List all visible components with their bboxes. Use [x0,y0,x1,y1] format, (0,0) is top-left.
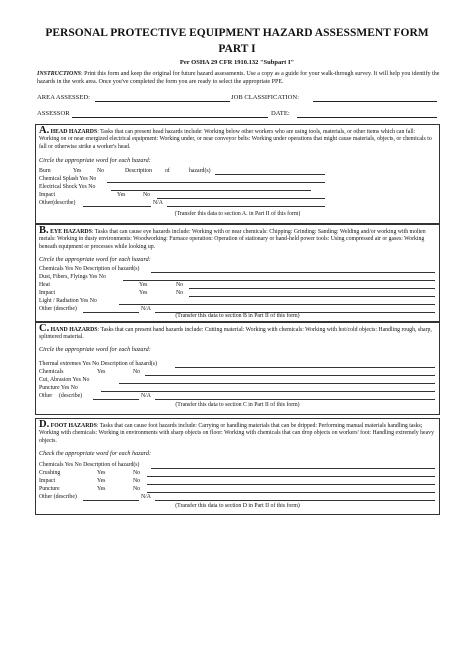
hazard-label: Other [39,393,53,399]
na-option[interactable]: N/A [141,494,151,500]
hazard-row-puncture [39,485,435,493]
assessor-label: ASSESSOR [37,110,70,117]
hazard-row-chemical-splash [39,175,435,183]
section-d-transfer-note: (Transfer this data to section D in Part II of this form) [175,503,300,509]
hazard-label: Puncture Yes No [39,385,78,391]
instructions-text: : Print this form and keep the original for future hazard assessments. Use a copy as a guide for your walk-through survey. It will help you identify the hazards in the work area. Once you've completed the form you are ready to select the appropriate PPE. [37,71,440,85]
hazard-row-impact [39,289,435,297]
no-option[interactable]: No [143,192,151,198]
hazard-row-thermal-extremes [39,360,435,368]
section-d-desc: : Tasks that can cause foot hazards include: Carrying or handling materials that can be dripped: Performing manual materials handling tasks; Working with chemicals: Working in environments with sharp objects on floor: Working with chemicals that can drop objects on workers' foot: Handling extremely heavy objects. [39,423,434,444]
hazard-label: Chemicals Yes No Description of hazard(s) [39,462,140,468]
form-part: PART I [218,43,256,55]
assessor-field[interactable] [72,117,268,118]
hazard-row-burn [39,167,435,175]
hazard-row-other [39,305,435,313]
yes-option[interactable]: Yes [73,168,82,174]
of-header: of [165,168,170,174]
other-describe-line[interactable] [93,399,139,400]
hazard-label: Electrical Shock Yes No [39,184,96,190]
section-a-transfer-note: (Transfer this data to section A. in Part II of this form) [174,211,301,217]
area-assessed-label: AREA ASSESSED: [37,94,90,101]
section-a-letter: A. [39,125,50,136]
hazard-row-dust [39,273,435,281]
section-d-check-instruction: Check the appropriate word for each hazard: [39,450,152,457]
hazard-label: Other (describe) [39,306,77,312]
hazard-label: Cut, Abrasion Yes No [39,377,90,383]
section-b-letter: B. [39,225,49,236]
area-assessed-field[interactable] [95,101,230,102]
description-header: Description [125,168,153,174]
na-option[interactable]: N/A [141,306,151,312]
description-line[interactable] [155,500,435,501]
hazard-label: Other (describe) [39,494,77,500]
hazard-label: Impact [39,478,56,484]
section-b-circle-instruction: Circle the appropriate word for each hazard: [39,256,151,263]
section-head-hazards [35,124,440,224]
description-line[interactable] [167,206,325,207]
hazard-label: Heat [39,282,50,288]
no-option[interactable]: No [133,470,141,476]
description-line[interactable] [155,399,435,400]
hazard-row-crushing [39,469,435,477]
section-a-desc: : Tasks that can present head hazards include: Working below other workers who are using tools, materials, or other items which can fall: Working on or near energized electrical equipment: Working under, or near conveyor belts: Working under operations that might cause materials, objects, or chemicals to fall or otherwise strike a worker's head. [39,129,432,150]
section-hand-hazards [35,322,440,415]
no-option[interactable]: No [133,369,141,375]
hazard-label: Chemicals [39,369,64,375]
no-option[interactable]: No [97,168,105,174]
hazards-header: hazard(s) [189,168,211,174]
hazard-label: Chemical Splash Yes No [39,176,97,182]
job-classification-label: JOB CLASSIFICATION: [231,94,299,101]
hazard-row-electrical-shock [39,183,435,191]
section-a-name: HEAD HAZARDS [50,129,98,135]
section-a-circle-instruction: Circle the appropriate word for each hazard: [39,157,151,164]
section-a-description [39,127,435,151]
yes-option[interactable]: Yes [139,282,148,288]
section-b-transfer-note: (Transfer this data to section B in Part II of this form) [175,313,300,319]
job-classification-field[interactable] [313,101,437,102]
describe-label: (describe) [59,393,83,399]
form-title: PERSONAL PROTECTIVE EQUIPMENT HAZARD ASSESSMENT FORM [45,27,429,39]
hazard-row-light-radiation [39,297,435,305]
na-option[interactable]: N/A [153,200,163,206]
yes-option[interactable]: Yes [97,369,106,375]
hazard-label: Impact [39,192,56,198]
no-option[interactable]: No [176,282,184,288]
hazard-label: Dust, Fibers, Flyings Yes No [39,274,106,280]
hazard-label: Impact [39,290,56,296]
section-c-desc: : Tasks that can present hand hazards include: Cutting material: Working with chemicals: Working with hot/cold objects: Handling rough, sharp, splintered material. [39,327,432,341]
yes-option[interactable]: Yes [139,290,148,296]
instructions-label: INSTRUCTIONS [37,71,82,77]
other-describe-line[interactable] [83,206,151,207]
yes-option[interactable]: Yes [97,478,106,484]
instructions [37,70,457,86]
hazard-row-chemicals [39,461,435,469]
hazard-row-impact [39,191,435,199]
section-c-letter: C. [39,323,50,334]
no-option[interactable]: No [133,486,141,492]
other-describe-line[interactable] [83,500,139,501]
section-c-circle-instruction: Circle the appropriate word for each hazard: [39,346,151,353]
hazard-label: Burn [39,168,51,174]
section-c-transfer-note: (Transfer this data to section C in Part II of this form) [175,402,300,408]
hazard-label: Other(describe) [39,200,76,206]
section-c-description [39,325,435,342]
hazard-row-heat [39,281,435,289]
yes-option[interactable]: Yes [97,470,106,476]
hazard-label: Thermal extremes Yes No Description of hazard(s) [39,361,157,367]
no-option[interactable]: No [133,478,141,484]
hazard-label: Chemicals Yes No Description of hazard(s) [39,266,140,272]
hazard-label: Light / Radiation Yes No [39,298,97,304]
hazard-row-other [39,199,435,207]
form-citation: Per OSHA 29 CFR 1910.132 "Subpart I" [179,59,295,66]
section-eye-hazards [35,224,440,322]
yes-option[interactable]: Yes [117,192,126,198]
hazard-row-puncture [39,384,435,392]
section-c-name: HAND HAZARDS [50,327,98,333]
no-option[interactable]: No [176,290,184,296]
hazard-row-chemicals [39,265,435,273]
hazard-row-chemicals [39,368,435,376]
section-d-name: FOOT HAZARDS [50,423,97,429]
yes-option[interactable]: Yes [97,486,106,492]
hazard-label: Crushing [39,470,61,476]
section-d-letter: D. [39,419,50,430]
section-b-description [39,227,435,251]
hazard-row-other [39,493,435,501]
hazard-row-impact [39,477,435,485]
na-option[interactable]: N/A [141,393,151,399]
section-foot-hazards [35,418,440,515]
date-label: DATE: [271,110,290,117]
section-b-name: EYE HAZARDS [50,229,92,235]
hazard-label: Puncture [39,486,60,492]
date-field[interactable] [297,117,437,118]
section-d-description [39,421,435,445]
hazard-row-cut-abrasion [39,376,435,384]
hazard-row-other [39,392,435,400]
section-b-desc: : Tasks that can cause eye hazards include: Working with or near chemicals: Chipping: Grinding: Sanding: Welding and/or working with molten metals: Working in dusty environments: Woodworking: Furnace operation: Operation of stationary or hand-held power tools: Using compressed air or gases: Working beneath equipment or processes while looking up. [39,229,426,250]
